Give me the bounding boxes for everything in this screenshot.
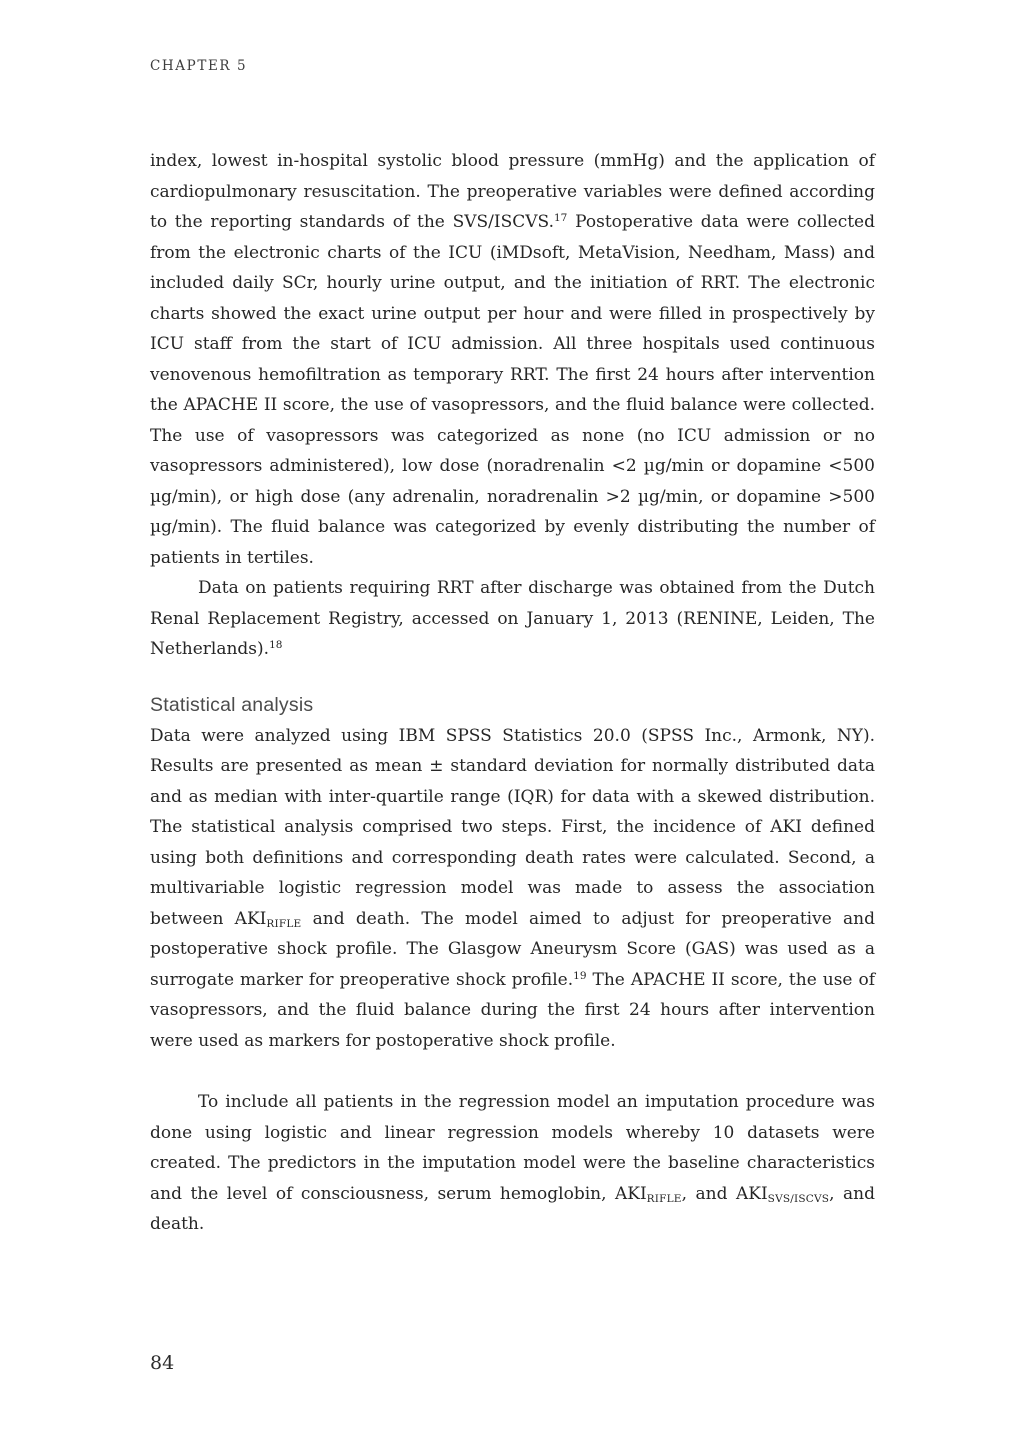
paragraph-spacer [150, 1056, 875, 1087]
chapter-header: CHAPTER 5 [150, 58, 248, 74]
reference-superscript: 17 [554, 212, 568, 225]
reference-superscript: 18 [269, 639, 283, 652]
subscript-label: SVS/ISCVS [767, 1193, 830, 1206]
section-heading: Statistical analysis [150, 693, 314, 716]
subscript-label: RIFLE [646, 1193, 682, 1206]
paragraph: To include all patients in the regression model an imputation procedure was done using logistic and linear regression models whereby 10 datasets were created. The predictors in the imputation model were the baseline characteristics and the level of consciousness, serum hemoglobin, $AKI_{RIFLE}$, and $AKI_{SVS/ISCVS}$, and death. [150, 1092, 875, 1234]
page-number: 84 [150, 1352, 175, 1374]
reference-superscript: 19 [573, 969, 587, 982]
paragraph: index, lowest in-hospital systolic blood pressure (mmHg) and the application of cardiopulmonary resuscitation. The preoperative variables were defined according to the reporting standards of the SVS/ISCVS.$^{17}$ Postoperative data were collected from the electronic charts of the ICU (iMDsoft, MetaVision, Needham, Mass) and included daily SCr, hourly urine output, and the initiation of RRT. The electronic charts showed the exact urine output per hour and were filled in prospectively by ICU staff from the start of ICU admission. All three hospitals used continuous venovenous hemofiltration as temporary RRT. The first 24 hours after intervention the APACHE II score, the use of vasopressors, and the fluid balance were collected. The use of vasopressors was categorized as none (no ICU admission or no vasopressors administered), low dose (noradrenalin <2 µg/min or dopamine <500 µg/min), or high dose (any adrenalin, noradrenalin >2 µg/min, or dopamine >500 µg/min). The fluid balance was categorized by evenly distributing the number of patients in tertiles. [150, 151, 875, 568]
paragraph: Data were analyzed using IBM SPSS Statistics 20.0 (SPSS Inc., Armonk, NY). Results are presented as mean ± standard deviation for normally distributed data and as median with inter-quartile range (IQR) for data with a skewed distribution. The statistical analysis comprised two steps. First, the incidence of AKI defined using both definitions and corresponding death rates were calculated. Second, a multivariable logistic regression model was made to assess the association between $AKI_{RIFLE}$ and death. The model aimed to adjust for preoperative and postoperative shock profile. The Glasgow Aneurysm Score (GAS) was used as a surrogate marker for preoperative shock profile.$^{19}$ The APACHE II score, the use of vasopressors, and the fluid balance during the first 24 hours after intervention were used as markers for postoperative shock profile. [150, 725, 876, 1051]
body-text [150, 146, 875, 1240]
paragraph: Data on patients requiring RRT after discharge was obtained from the Dutch Renal Replacement Registry, accessed on January 1, 2013 (RENINE, Leiden, The Netherlands).$^{18}$ [150, 578, 875, 659]
subscript-label: RIFLE [266, 918, 302, 931]
